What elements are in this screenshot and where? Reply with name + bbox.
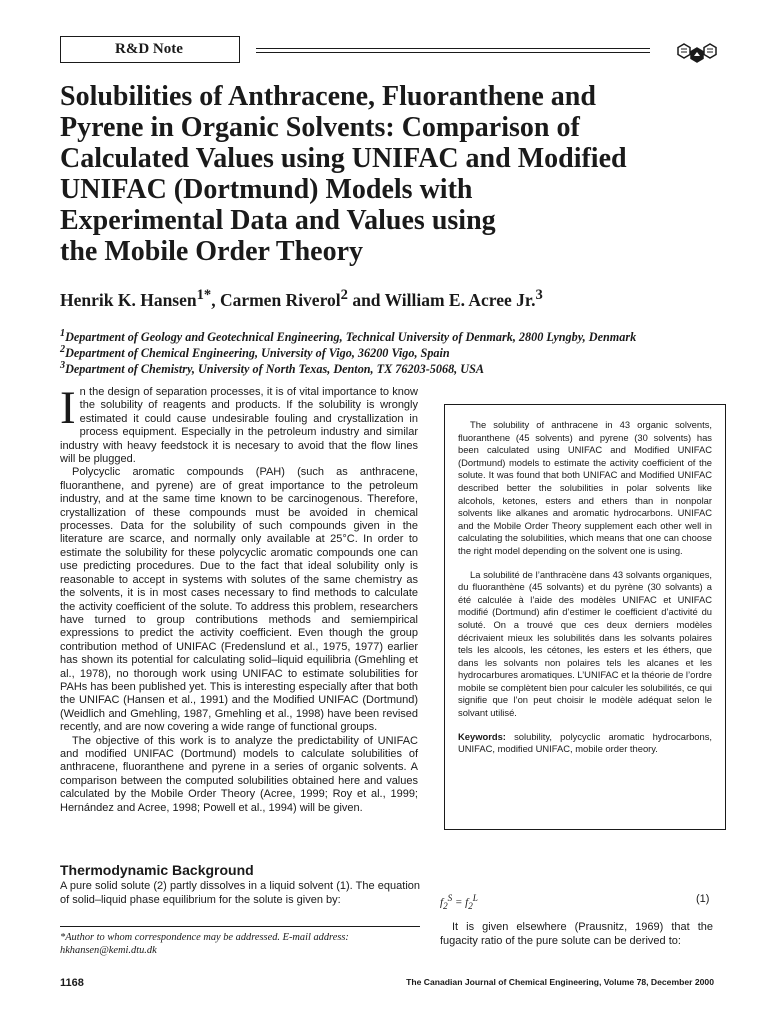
affiliation [60,358,720,377]
abstract-french: La solubilité de l’anthracène dans 43 solvants organiques, du fluoranthène (45 solvants) et du pyrène (30 solvants) a été calculée à l’aide des modèles UNIFAC et UNIFAC modifié (Dortmund) afin d’estimer le coefficient d’activité du soluté. On a trouvé que ces deux derniers modèles décrivaient mieux les solubilités dans les solvants polaires tels les alcools, les cétones, les esters et les éthers, que dans les solvants non polaires tels les alcanes et les hydrocarbures aromatiques. L’UNIFAC et la théorie de l’ordre mobile se complètent bien pour calculer les solubilités, ce qui signifie que l’on peut choisir le modèle adéquat selon le solvant utilisé. [458,568,712,719]
continuation-text: It is given elsewhere (Prausnitz, 1969) that the fugacity ratio of the pure solute can be derived to: [440,921,713,947]
paragraph: The objective of this work is to analyze the predictability of UNIFAC and modified UNIFAC (Dortmund) models to calculate solubilities of anthracene, fluoranthene and pyrene in a series of organic solvents. A comparison between the computed solubilities obtained here and values calculated by the Mobile Order Theory (Acree, 1999; Roy et al., 1999; Hernández and Acree, 1998; Powell et al., 1994) will be given. [60,734,418,814]
equation: $f_2^S = f_2^L$ [440,893,478,911]
society-logo-icon [677,42,717,66]
author-name: , Carmen Riverol [211,289,341,310]
paragraph: Polycyclic aromatic compounds (PAH) (such as anthracene, fluoranthene, and pyrene) are of great importance to the petroleum industry, and at the same time known to be carcinogenous. Therefore, crystallization of these compounds must be avoided in chemical processes. Data for the solubility of such compounds given in the literature are scarce, and normally only available at 25°C. In order to estimate the solubility for these polycyclic aromatic compounds one can use predicting procedures. Due to the fact that ideal solubility only is reasonable to accept in systems with solutes of the same chemistry as the solvents, it is in most cases necessary to find methods to calculate the activity coefficient of the solute. To address this problem, researchers have turned to group contributions methods and semiempirical expressions to predict the activity coefficient. Even though the group contribution method of UNIFAC (Fredenslund et al., 1975, 1977) earlier has shown its potential for calculating solid–liquid equilibria (Gmehling et al., 1978), no thorough work using UNIFAC to estimate solubilities for PAHs has been published yet. This is interesting especially after that both the UNIFAC (Hansen et al., 1991) and the Modified UNIFAC (Dortmund) (Weidlich and Gmehling, 1987, Gmehling et al., 1998) have been revised recently, and are now covering a wide range of functional groups. [60,466,418,734]
author-marker: 1* [196,287,212,303]
keywords [458,731,712,756]
author-marker: 2 [340,287,348,303]
journal-footer: The Canadian Journal of Chemical Engineering, Volume 78, December 2000 [406,977,714,987]
author-name: and William E. Acree Jr. [347,289,536,310]
paragraph: In the design of separation processes, it is of vital importance to know the solubility of reagents and products. If the solubility is wrongly estimated it could cause undesirable fouling and crystallization in process equipment. Especially in the petroleum industry and similar industry with heavy feedstock it is necesary to avoid that the flow lines will be plugged. [60,382,418,466]
affiliation-marker: 2 [60,344,66,355]
affiliation-text: Department of Geology and Geotechnical Engineering, Technical University of Denmark, 2800 Lyngby, Denmark [65,330,637,345]
keywords-label: Keywords: [458,730,506,742]
paper-title: Solubilities of Anthracene, Fluoranthene and Pyrene in Organic Solvents: Comparison of Calculated Values using UNIFAC and Modified UNIFAC (Dortmund) Models with Experimental Data and Values using the Mobile Order Theory [60,81,627,267]
section-text: A pure solid solute (2) partly dissolves in a liquid solvent (1). The equation of solid–liquid phase equilibrium for the solute is given by: [60,880,420,906]
affiliation-text: Department of Chemical Engineering, University of Vigo, 36200 Vigo, Spain [65,346,450,361]
author-name: Henrik K. Hansen [60,289,197,310]
affiliation-text: Department of Chemistry, University of North Texas, Denton, TX 76203-5068, USA [65,362,484,377]
keywords-text: solubility, polycyclic aromatic hydrocarbons, UNIFAC, modified UNIFAC, mobile order theory. [458,730,712,755]
page-number: 1168 [60,977,84,989]
body-text [60,382,418,815]
footnote-rule [60,926,420,927]
abstract-english: The solubility of anthracene in 43 organic solvents, fluoranthene (45 solvents) and pyrene (30 solvents) has been calculated using UNIFAC and Modified UNIFAC (Dortmund) models to estimate the activity coefficient of the solute. It was found that both UNIFAC and Modified UNIFAC described better the solubilities in polar solvents like alcohols, ketones, esters and ethers than in nonpolar solvents like alkanes and aromatic hydrocarbons. UNIFAC and the Mobile Order Theory supplement each other well in calculating the solubilities, which means that one can choose the right model depending on the solvent one is using. [458,419,712,556]
author-list [60,287,710,311]
affiliation-marker: 1 [60,328,66,339]
masthead-rule [256,48,650,49]
footnote: *Author to whom correspondence may be addressed. E-mail address: hkhansen@kemi.dtu.dk [60,932,349,956]
section-heading: Thermodynamic Background [60,862,254,878]
drop-cap: I [60,382,76,434]
masthead [60,36,720,66]
abstract-box [444,404,726,830]
section-label: R&D Note [60,36,240,63]
equation-number: (1) [696,893,710,905]
author-marker: 3 [535,287,543,303]
affiliation-marker: 3 [60,360,66,371]
masthead-rule-lower [256,52,650,53]
